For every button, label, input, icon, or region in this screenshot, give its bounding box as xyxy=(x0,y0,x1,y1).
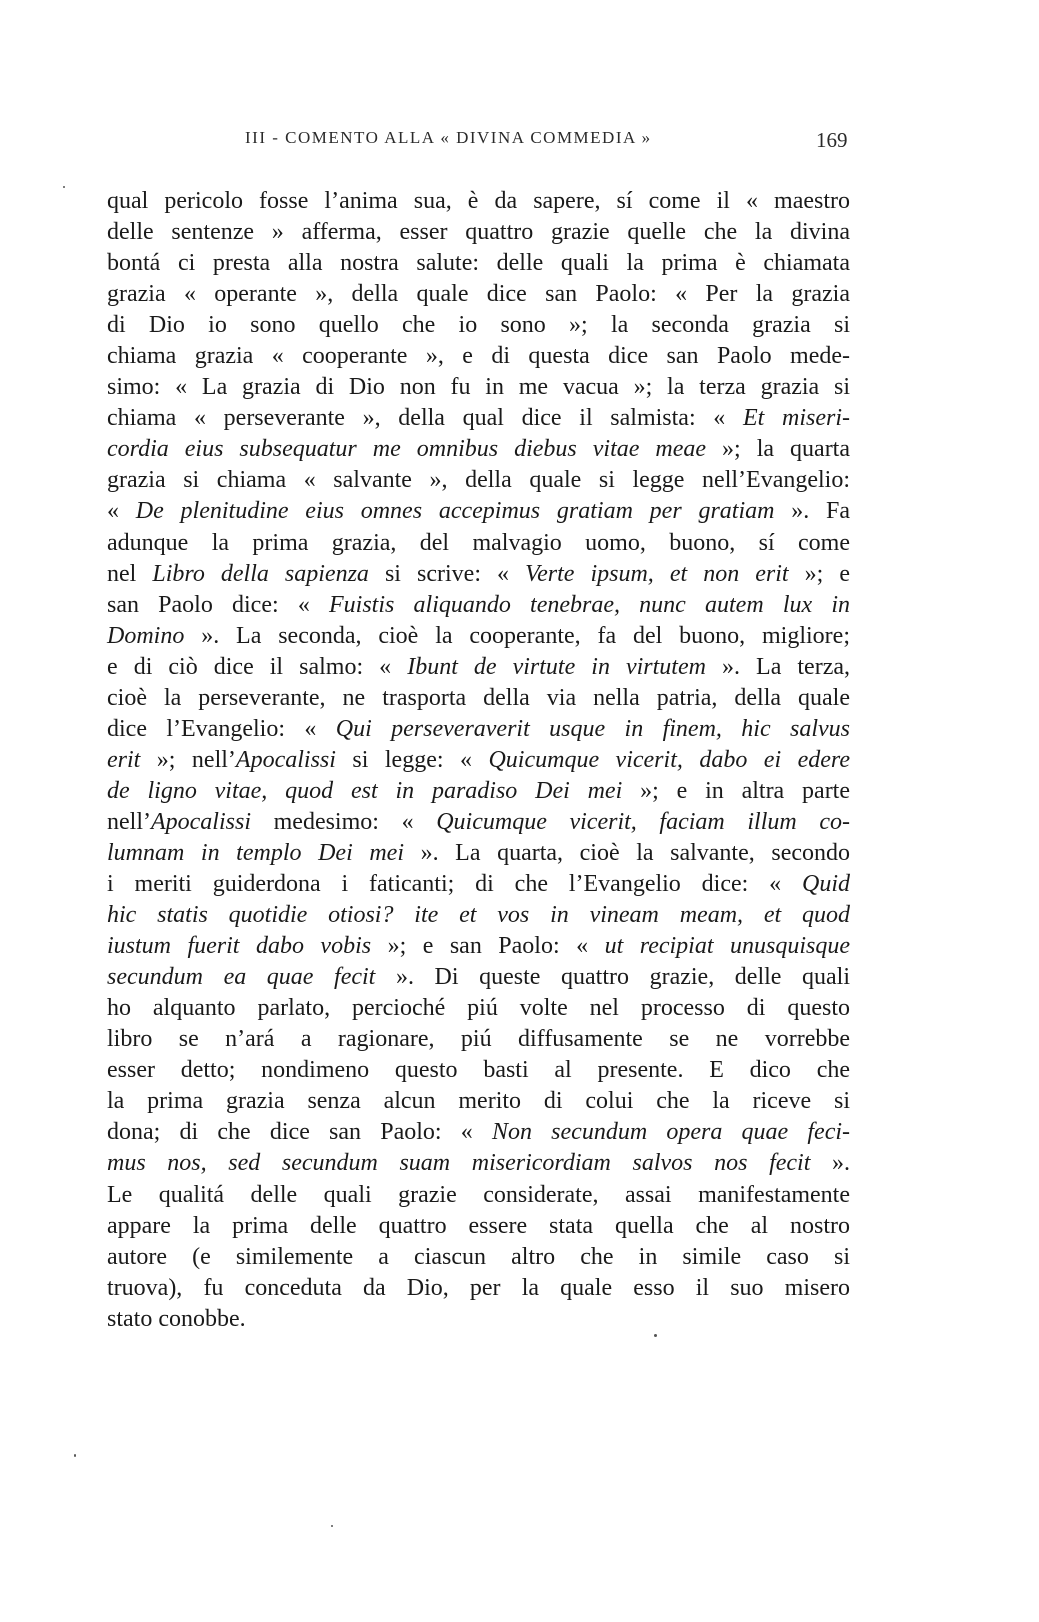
scan-speck xyxy=(74,1454,76,1457)
text-line xyxy=(107,496,850,527)
text-segment: »; e in altra parte xyxy=(622,777,851,804)
text-segment: cioè la perseverante, ne trasporta della via nella patria, della quale xyxy=(107,684,850,711)
text-segment: esser detto; nondimeno questo basti al presente. E dico che xyxy=(107,1057,850,1084)
text-line xyxy=(107,1242,850,1273)
text-segment: i meriti guiderdona i faticanti; di che l’Evangelio dice: « xyxy=(107,871,802,898)
italic-quotation: hic statis quotidie otiosi? ite et vos in vineam meam, et quod xyxy=(107,902,850,929)
text-segment: simo: « La grazia di Dio non fu in me vacua »; la terza grazia si xyxy=(107,374,850,401)
text-line xyxy=(107,528,850,559)
text-line xyxy=(107,559,850,590)
italic-quotation: ut recipiat unusquisque xyxy=(604,933,850,960)
text-segment: ho alquanto parlato, percioché piú volte nel processo di questo xyxy=(107,995,850,1022)
italic-quotation: de ligno vitae, quod est in paradiso Dei mei xyxy=(107,777,623,804)
text-line xyxy=(107,869,850,900)
text-segment: si scrive: « xyxy=(368,560,526,587)
text-segment: di Dio io sono quello che io sono »; la seconda grazia si xyxy=(107,312,850,339)
text-segment: adunque la prima grazia, del malvagio uomo, buono, sí come xyxy=(107,529,850,556)
text-line xyxy=(107,372,850,403)
italic-quotation: Apocalissi xyxy=(235,746,336,773)
text-line xyxy=(107,1304,850,1335)
text-line xyxy=(107,1055,850,1086)
text-line xyxy=(107,962,850,993)
text-line xyxy=(107,683,850,714)
text-line xyxy=(107,341,850,372)
italic-quotation: lumnam in templo Dei mei xyxy=(107,839,404,866)
italic-quotation: Non secundum opera quae feci- xyxy=(491,1119,851,1146)
text-segment: nel xyxy=(107,560,153,587)
text-segment: libro se n’ará a ragionare, piú diffusamente se ne vorrebbe xyxy=(107,1026,850,1053)
text-segment: appare la prima delle quattro essere stata quella che al nostro xyxy=(107,1212,850,1239)
text-line xyxy=(107,1086,850,1117)
text-line xyxy=(107,217,850,248)
text-segment: chiama grazia « cooperante », e di questa dice san Paolo mede- xyxy=(107,343,850,370)
text-segment: Le qualitá delle quali grazie considerate, assai manifestamente xyxy=(107,1181,850,1208)
text-line xyxy=(107,714,850,745)
text-segment: nell’ xyxy=(107,808,151,835)
body-text xyxy=(107,186,850,1335)
text-segment: delle sentenze » afferma, esser quattro grazie quelle che la divina xyxy=(107,219,850,246)
scan-speck xyxy=(331,1525,333,1527)
italic-quotation: Domino xyxy=(107,622,185,649)
scan-speck xyxy=(654,1334,657,1337)
text-line xyxy=(107,745,850,776)
text-line xyxy=(107,993,850,1024)
text-segment: »; e xyxy=(788,560,850,587)
text-segment: ». Fa xyxy=(774,498,851,525)
text-segment: »; nell’ xyxy=(140,746,236,773)
text-line xyxy=(107,1117,850,1148)
text-line xyxy=(107,403,850,434)
text-segment: bontá ci presta alla nostra salute: delle quali la prima è chiamata xyxy=(107,250,850,277)
italic-quotation: Libro della sapienza xyxy=(152,560,369,587)
italic-quotation: Fuistis aliquando tenebrae, nunc autem lux in xyxy=(329,591,851,618)
italic-quotation: iustum fuerit dabo vobis xyxy=(107,933,372,960)
text-segment: »; e san Paolo: « xyxy=(371,933,605,960)
text-line xyxy=(107,310,850,341)
text-segment: »; la quarta xyxy=(706,436,851,463)
text-line xyxy=(107,590,850,621)
text-segment: stato conobbe. xyxy=(107,1305,246,1332)
text-segment: chiama « perseverante », della qual dice il salmista: « xyxy=(107,405,743,432)
text-segment: ». La seconda, cioè la cooperante, fa del buono, migliore; xyxy=(184,622,850,649)
scan-speck xyxy=(63,186,65,188)
text-line xyxy=(107,900,850,931)
text-segment: « xyxy=(107,498,136,525)
text-segment: san Paolo dice: « xyxy=(107,591,330,618)
italic-quotation: Apocalissi xyxy=(150,808,251,835)
text-segment: si legge: « xyxy=(335,746,489,773)
page-number: 169 xyxy=(816,128,848,152)
italic-quotation: Verte ipsum, et non erit xyxy=(525,560,789,587)
text-line xyxy=(107,465,850,496)
italic-quotation: Ibunt de virtute in virtutem xyxy=(407,653,706,680)
italic-quotation: Quicumque vicerit, faciam illum co- xyxy=(436,808,850,835)
text-line xyxy=(107,248,850,279)
text-line xyxy=(107,652,850,683)
text-segment: dona; di che dice san Paolo: « xyxy=(107,1119,492,1146)
italic-quotation: Qui perseveraverit usque in finem, hic salvus xyxy=(335,715,850,742)
text-line xyxy=(107,838,850,869)
text-segment: ». Di queste quattro grazie, delle quali xyxy=(375,964,850,991)
text-line xyxy=(107,807,850,838)
text-line xyxy=(107,776,850,807)
text-line xyxy=(107,186,850,217)
text-segment: qual pericolo fosse l’anima sua, è da sapere, sí come il « maestro xyxy=(107,188,850,214)
text-line xyxy=(107,279,850,310)
italic-quotation: Et miseri- xyxy=(743,405,851,432)
italic-quotation: mus nos, sed secundum suam misericordiam salvos nos fecit xyxy=(107,1150,811,1177)
text-segment: medesimo: « xyxy=(250,808,437,835)
text-segment: ». xyxy=(810,1150,850,1177)
italic-quotation: erit xyxy=(107,746,141,773)
text-segment: ». La terza, xyxy=(705,653,851,680)
text-segment: autore (e similemente a ciascun altro che in simile caso si xyxy=(107,1243,850,1270)
text-line xyxy=(107,621,850,652)
text-segment: grazia « operante », della quale dice san Paolo: « Per la grazia xyxy=(107,281,850,308)
text-segment: la prima grazia senza alcun merito di colui che la riceve si xyxy=(107,1088,850,1115)
italic-quotation: Quid xyxy=(802,871,850,898)
text-line xyxy=(107,1273,850,1304)
text-segment: grazia si chiama « salvante », della quale si legge nell’Evangelio: xyxy=(107,467,850,494)
italic-quotation: secundum ea quae fecit xyxy=(107,964,376,991)
italic-quotation: Quicumque vicerit, dabo ei edere xyxy=(488,746,850,773)
italic-quotation: cordia eius subsequatur me omnibus diebus vitae meae xyxy=(107,436,707,463)
text-segment: truova), fu conceduta da Dio, per la quale esso il suo misero xyxy=(107,1274,850,1301)
running-head: III - COMENTO ALLA « DIVINA COMMEDIA » xyxy=(245,128,652,147)
text-segment: dice l’Evangelio: « xyxy=(107,715,336,742)
text-line xyxy=(107,434,850,465)
text-line xyxy=(107,1180,850,1211)
italic-quotation: De plenitudine eius omnes accepimus gratiam per gratiam xyxy=(135,498,775,525)
text-segment: e di ciò dice il salmo: « xyxy=(107,653,408,680)
text-line xyxy=(107,931,850,962)
text-line xyxy=(107,1148,850,1179)
text-line xyxy=(107,1024,850,1055)
text-segment: ». La quarta, cioè la salvante, secondo xyxy=(404,839,850,866)
text-line xyxy=(107,1211,850,1242)
